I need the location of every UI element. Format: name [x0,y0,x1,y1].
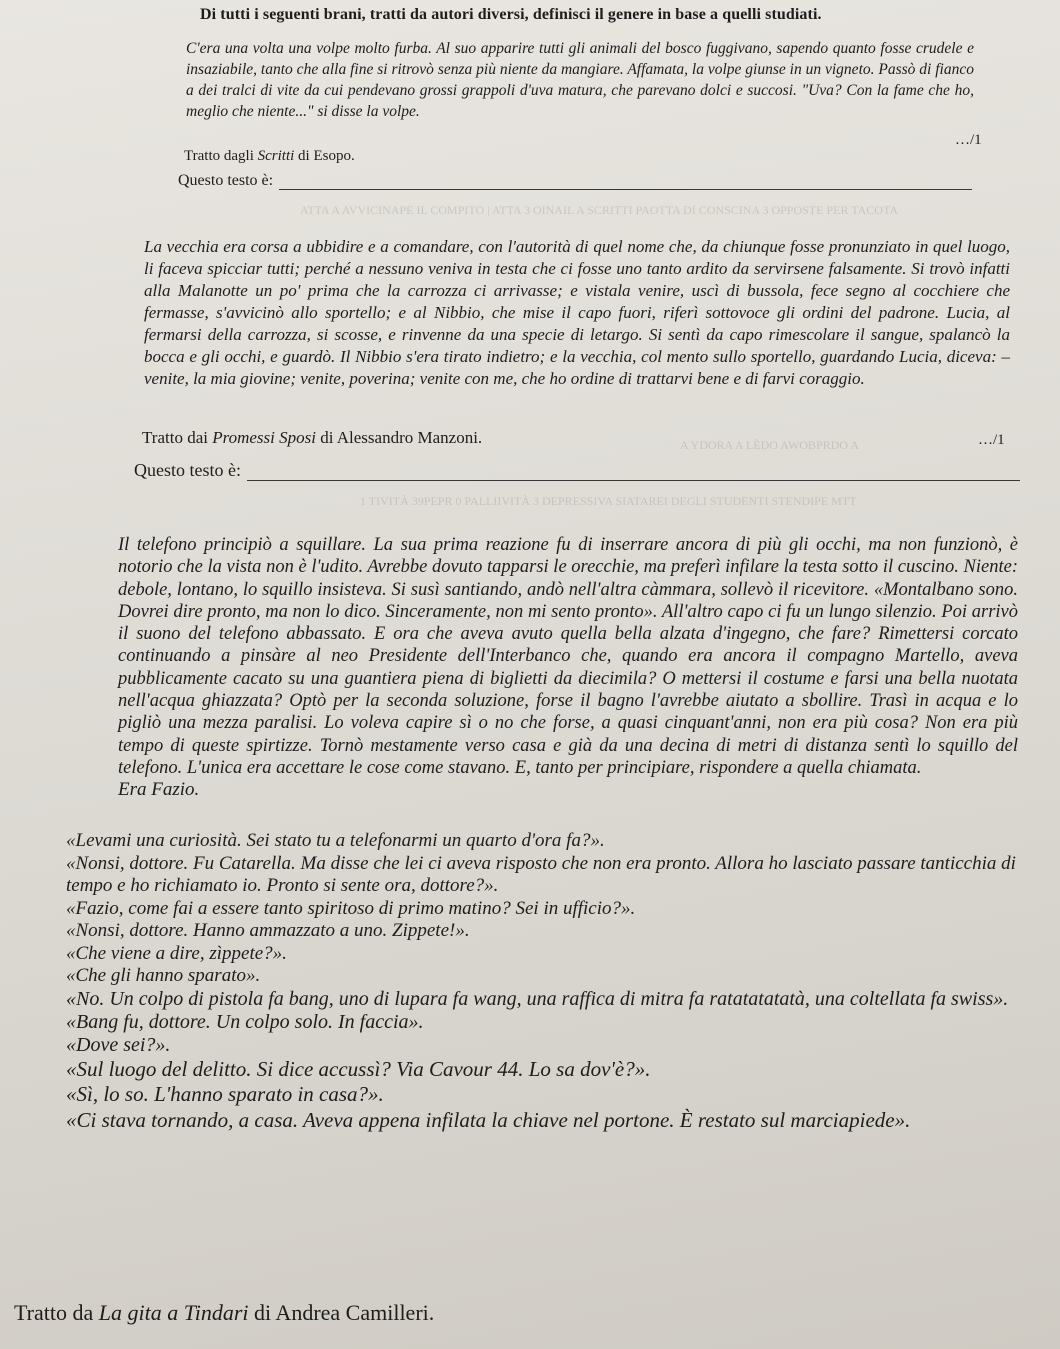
excerpt-1-answer-blank[interactable] [279,175,972,190]
dialogue-line: «Sì, lo so. L'hanno sparato in casa?». [66,1081,384,1106]
excerpt-2-text: La vecchia era corsa a ubbidire e a comandare, con l'autorità di quel nome che, da chiunque fosse pronunziato in quel luogo, li faceva spicciar tutti; perché a nessuno veniva in testa che ci fosse uno tanto ardito da servirsene falsamente. Si trovò infatti alla Malanotte un po' prima che la carrozza ci arrivasse; e vistala venire, uscì di bussola, fece segno al cocchiere che fermasse, s'avvicinò allo sportello; e al Nibbio, che mise il capo fuori, riferì sottovoce gli ordini del padrone. Lucia, al fermarsi della carrozza, si scosse, e rinvenne da una specie di letargo. Si sentì da capo rimescolare il sangue, spalancò la bocca e gli occhi, e guardò. Il Nibbio s'era tirato indietro; e la vecchia, col mento sullo sportello, guardando Lucia, diceva: – venite, la mia giovine; venite, poverina; venite con me, che ho ordine di trattarvi bene e di farvi coraggio. [144,237,1010,388]
excerpt-3-source: Tratto da La gita a Tindari di Andrea Camilleri. [14,1300,435,1325]
excerpt-2-score: …/1 [978,432,1005,448]
dialogue-line: «Sul luogo del delitto. Si dice accussì? Via Cavour 44. Lo sa dov'è?». [66,1056,651,1081]
dialogue-line: «No. Un colpo di pistola fa bang, uno di lupara fa wang, una raffica di mitra fa ratatatatatà, una coltellata fa swiss». [66,987,1009,1010]
excerpt-3-text: Il telefono principiò a squillare. La sua prima reazione fu di inserrare ancora di più gli occhi, ma non funzionò, è notorio che la vista non è l'udito. Avrebbe dovuto tapparsi le orecchie, ma preferì infilare la testa sotto il cuscino. Niente: debole, lontano, lo squillo insisteva. Si susì santiando, andò nell'altra càmmara, sollevò il ricevitore. «Montalbano sono. Dovrei dire pronto, ma non lo dico. Sinceramente, non mi sento pronto». All'altro capo ci fu un lungo silenzio. Poi arrivò il suono del telefono abbassato. E ora che aveva avuto quella bella alzata d'ingegno, che fare? Rimettersi corcato continuando a pinsàre al neo Presidente dell'Interbanco che, quando era ancora il compagno Martello, aveva pubblicamente cacato su una guantiera piena di biglietti da diecimila? O mettersi il costume e farsi una bella nuotata nell'acqua ghiazzata? Optò per la seconda soluzione, forse il bagno l'avrebbe aiutato a sbollire. Trasì in acqua e lo pigliò una mezza paralisi. Lo voleva capire sì o no che forse, a quasi cinquant'anni, non era più cosa? Non era più tempo di queste spirtizze. Tornò mestamente verso casa e già da una decina di metri di distanza sentì lo squillo del telefono. L'unica era accettare le cose come stavano. E, tanto per principiare, rispondere a quella chiamata. [118,535,1018,778]
dialogue-line: «Ci stava tornando, a casa. Aveva appena infilata la chiave nel portone. È restato sul marciapiede». [66,1107,911,1132]
dialogue-line: «Fazio, come fai a essere tanto spiritoso di primo matino? Sei in ufficio?». [66,897,636,919]
excerpt-1-text: C'era una volta una volpe molto furba. Al suo apparire tutti gli animali del bosco fuggivano, sapendo quanto fosse crudele e insaziabile, tanto che alla fine si ritrovò senza più niente da mangiare. Affamata, la volpe giunse in un vigneto. Passò di fianco a dei tralci di vite da cui pendevano grossi grappoli d'uva matura, che parevano dolci e succosi. "Uva? Con la fame che ho, meglio che niente..." si disse la volpe. [186,40,974,120]
excerpt-2-answer-blank[interactable] [247,466,1020,481]
excerpt-2-source: Tratto dai Promessi Sposi di Alessandro Manzoni. [142,428,483,447]
dialogue-line: «Bang fu, dottore. Un colpo solo. In faccia». [66,1010,424,1033]
excerpt-1 [186,38,974,122]
dialogue-line: «Nonsi, dottore. Hanno ammazzato a uno. Zippete!». [66,920,470,941]
excerpt-2-question: Questo testo è: [134,460,241,480]
show-through-text: ATTA A AVVICINAPE IL COMPITO | ATTA 3 OINAIL A SCRITTI PAOTTA DI CONSCINA 3 OPPOSTE PER TACOTA [300,203,898,217]
dialogue-line: «Dove sei?». [66,1033,171,1056]
show-through-text: 1 TIVITÀ 39PEPR 0 PALLIIVITÀ 3 DEPRESSIVA SIATAREI DEGLI STUDENTI STENDIPE MTT [360,494,857,508]
excerpt-1-question: Questo testo è: [178,172,274,189]
excerpt-3-speaker-intro: Era Fazio. [118,779,200,801]
excerpt-1-answer-row [178,172,972,190]
excerpt-3-source-work: La gita a Tindari [98,1300,249,1325]
excerpt-1-source-work: Scritti [257,148,295,164]
excerpt-3 [118,534,1018,802]
excerpt-1-source: Tratto dagli Scritti di Esopo. [184,148,355,164]
dialogue-line: «Che viene a dire, zìppete?». [66,942,287,964]
dialogue-line: «Levami una curiosità. Sei stato tu a telefonarmi un quarto d'ora fa?». [66,830,605,851]
exercise-instruction: Di tutti i seguenti brani, tratti da autori diversi, definisci il genere in base a quelli studiati. [200,6,822,23]
dialogue-line: «Nonsi, dottore. Fu Catarella. Ma disse che lei ci aveva risposto che non era pronto. Allora ho lasciato passare tanticchia di tempo e ho richiamato io. Pronto si sente ora, dottore?». [66,852,1016,896]
excerpt-2-source-work: Promessi Sposi [212,428,316,447]
excerpt-2-answer-row [134,460,1020,481]
excerpt-2 [144,236,1010,390]
dialogue-line: «Che gli hanno sparato». [66,965,261,986]
show-through-text: A YDORA A LÈDO AWOBPRDO A [680,438,859,452]
excerpt-1-score: …/1 [955,132,982,148]
excerpt-3-dialogue [66,830,1052,1133]
